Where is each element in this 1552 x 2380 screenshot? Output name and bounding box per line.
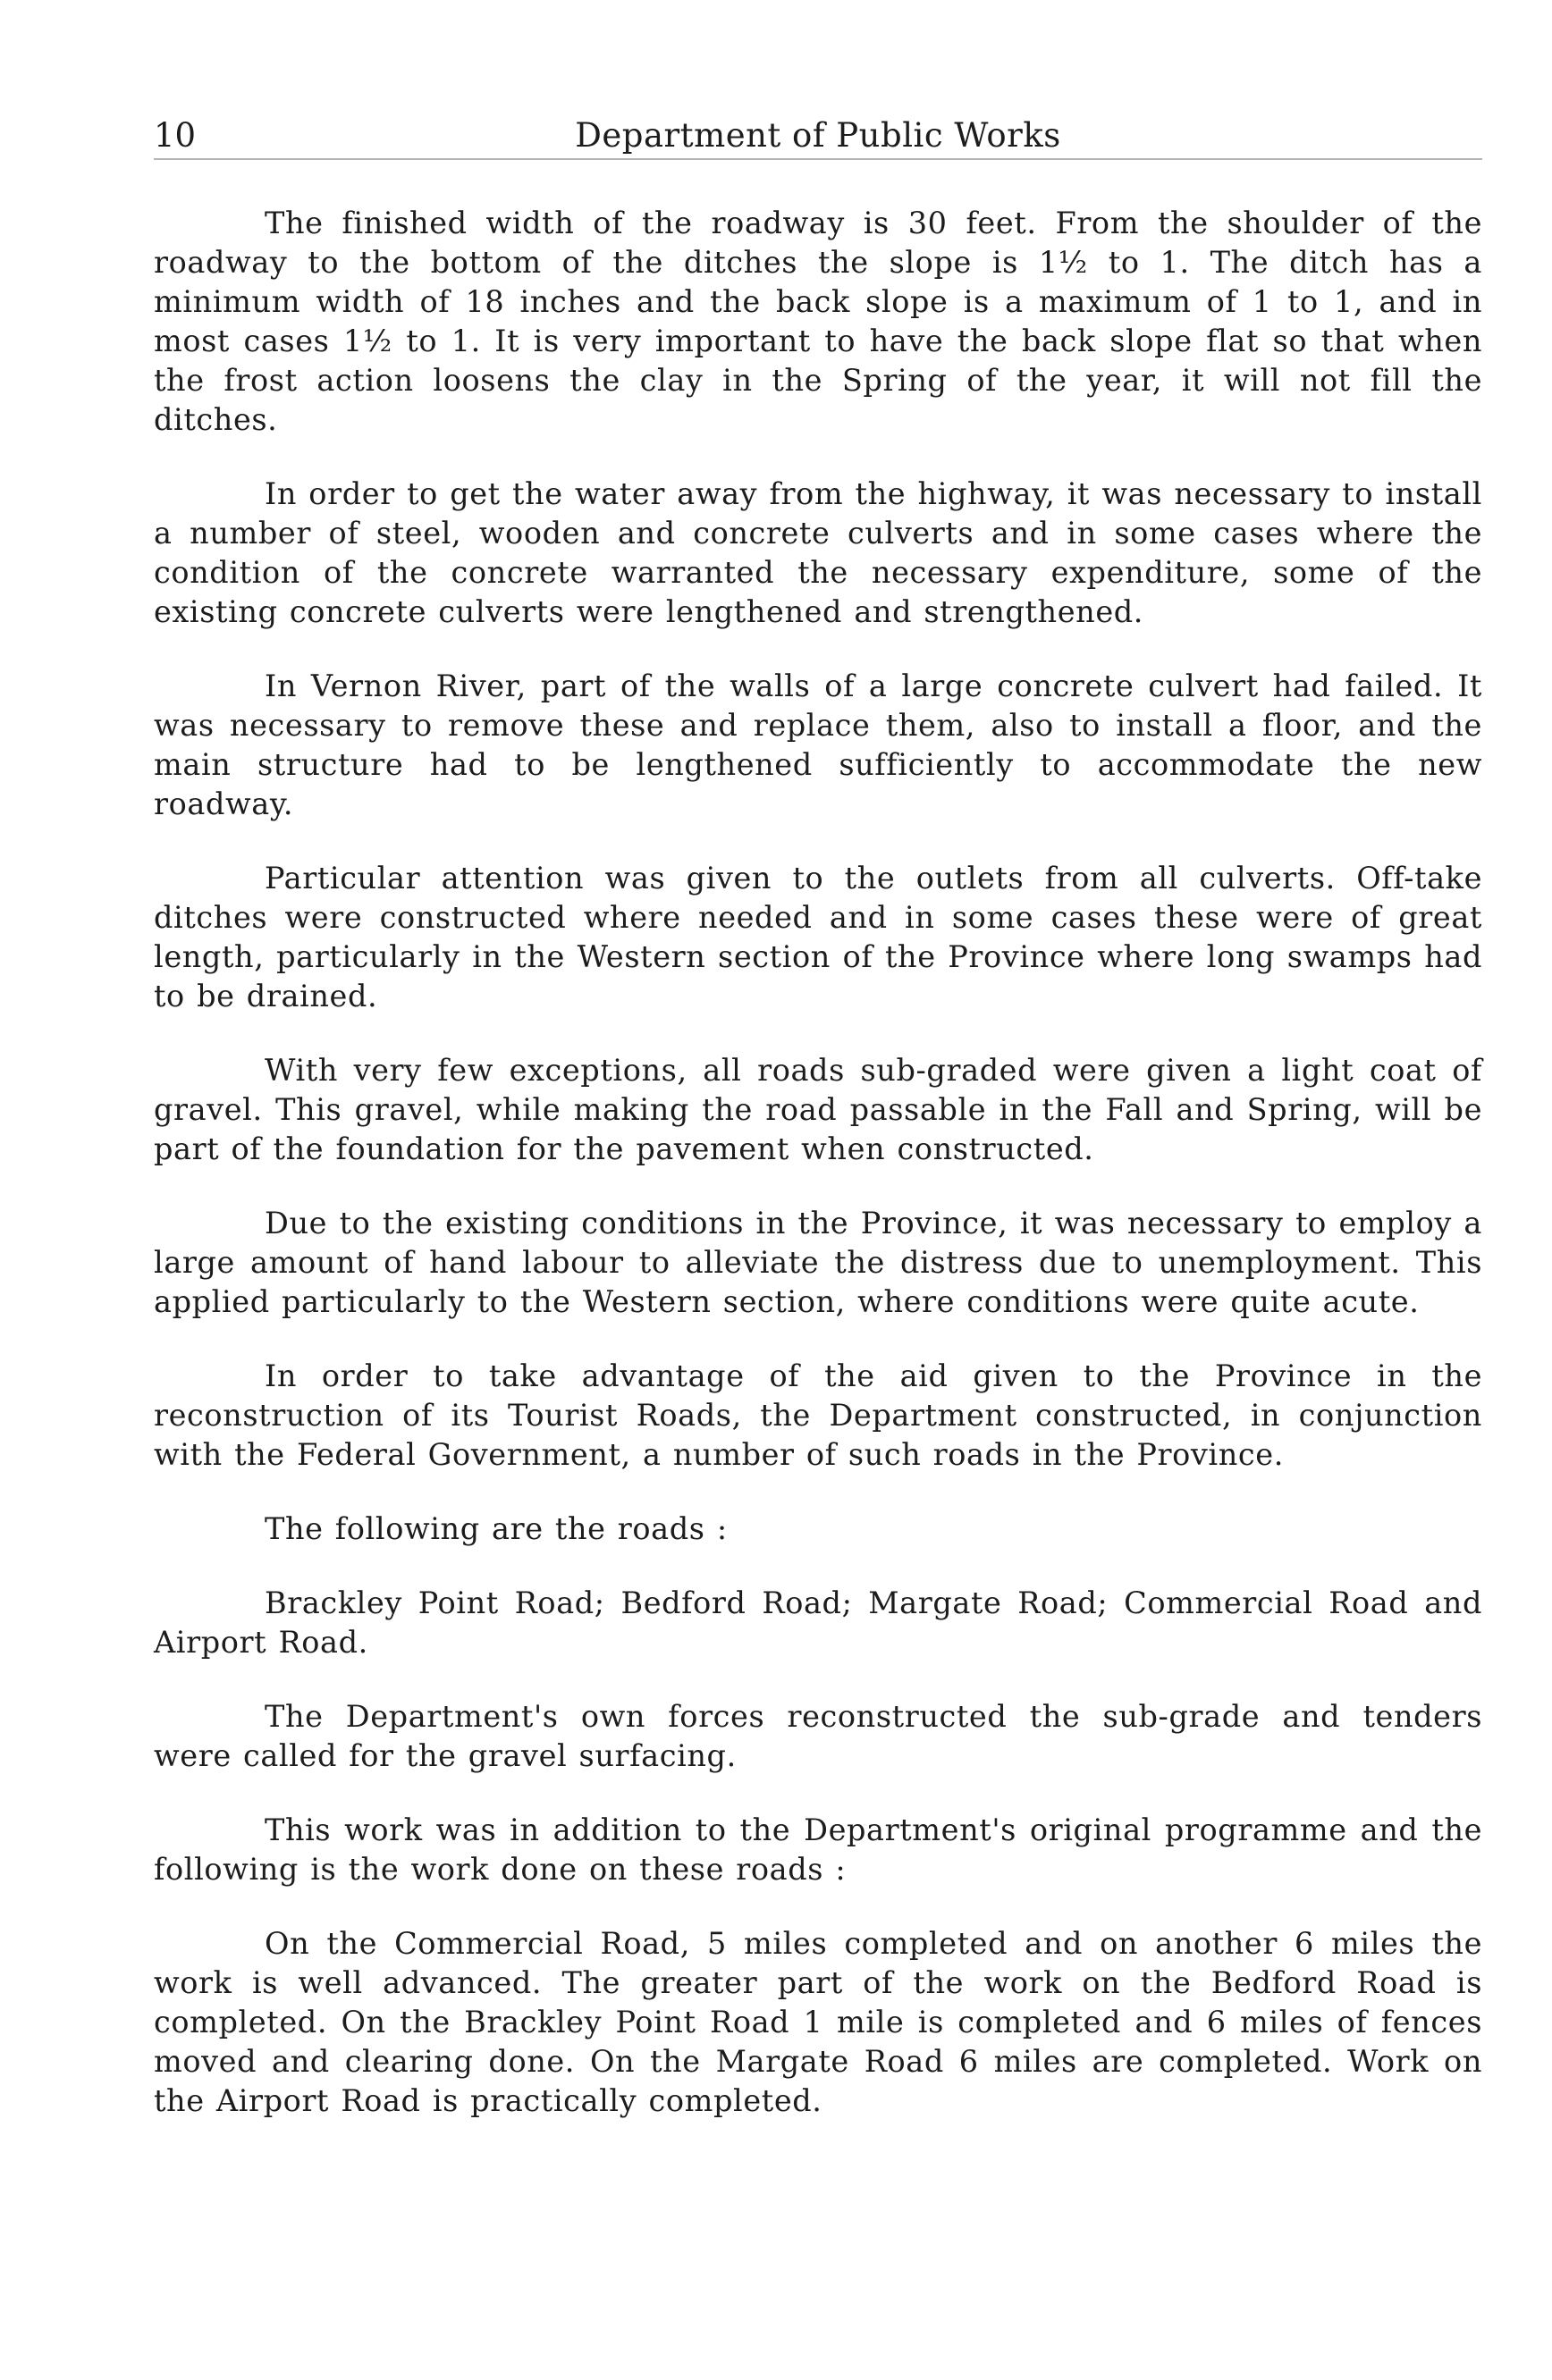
header-rule [154,158,1482,160]
paragraph-outlets: Particular attention was given to the outlets from all culverts. Off-take ditches were constructed where needed and in some cases these were of great length, particularly in the Western section of the Province where long swamps had to be drained. [154,861,1482,1013]
paragraph-vernon-river: In Vernon River, part of the walls of a large concrete culvert had failed. It was necessary to remove these and replace them, also to install a floor, and the main structure had to be lengthened sufficiently to accommodate the new roadway. [154,669,1482,821]
paragraph-culverts: In order to get the water away from the highway, it was necessary to install a number of steel, wooden and concrete culverts and in some cases where the condition of the concrete warranted the necessary expenditure, some of the existing concrete culverts were lengthened and strengthened. [154,476,1482,629]
paragraph-gravel: With very few exceptions, all roads sub-graded were given a light coat of gravel. This gravel, while making the road passable in the Fall and Spring, will be part of the foundation for the pavement when constructed. [154,1053,1482,1166]
page-number: 10 [154,116,197,155]
paragraph-own-forces: The Department's own forces reconstructed the sub-grade and tenders were called for the gravel surfacing. [154,1699,1482,1773]
paragraph-hand-labour: Due to the existing conditions in the Province, it was necessary to employ a large amount of hand labour to alleviate the distress due to unemployment. This applied particularly to the Western section, where conditions were quite acute. [154,1206,1482,1319]
body-text [154,204,1482,2121]
paragraph-work-done: On the Commercial Road, 5 miles completed and on another 6 miles the work is well advanced. The greater part of the work on the Bedford Road is completed. On the Brackley Point Road 1 mile is completed and 6 miles of fences moved and clearing done. On the Margate Road 6 miles are completed. Work on the Airport Road is practically completed. [154,1926,1482,2118]
paragraph-tourist-roads: In order to take advantage of the aid given to the Province in the reconstruction of its Tourist Roads, the Department constructed, in conjunction with the Federal Government, a number of such roads in the Province. [154,1358,1482,1472]
running-head: Department of Public Works [575,116,1061,155]
page-header [154,109,1482,163]
paragraph-roads-intro: The following are the roads : [265,1511,728,1546]
paragraph-programme: This work was in addition to the Department's original programme and the following is the work done on these roads : [154,1812,1482,1887]
paragraph-roads-list: Brackley Point Road; Bedford Road; Margate Road; Commercial Road and Airport Road. [154,1585,1482,1660]
paragraph-roadway-width: The finished width of the roadway is 30 feet. From the shoulder of the roadway to the bottom of the ditches the slope is 1½ to 1. The ditch has a minimum width of 18 inches and the back slope is a maximum of 1 to 1, and in most cases 1½ to 1. It is very important to have the back slope flat so that when the frost action loosens the clay in the Spring of the year, it will not fill the ditches. [154,206,1482,437]
